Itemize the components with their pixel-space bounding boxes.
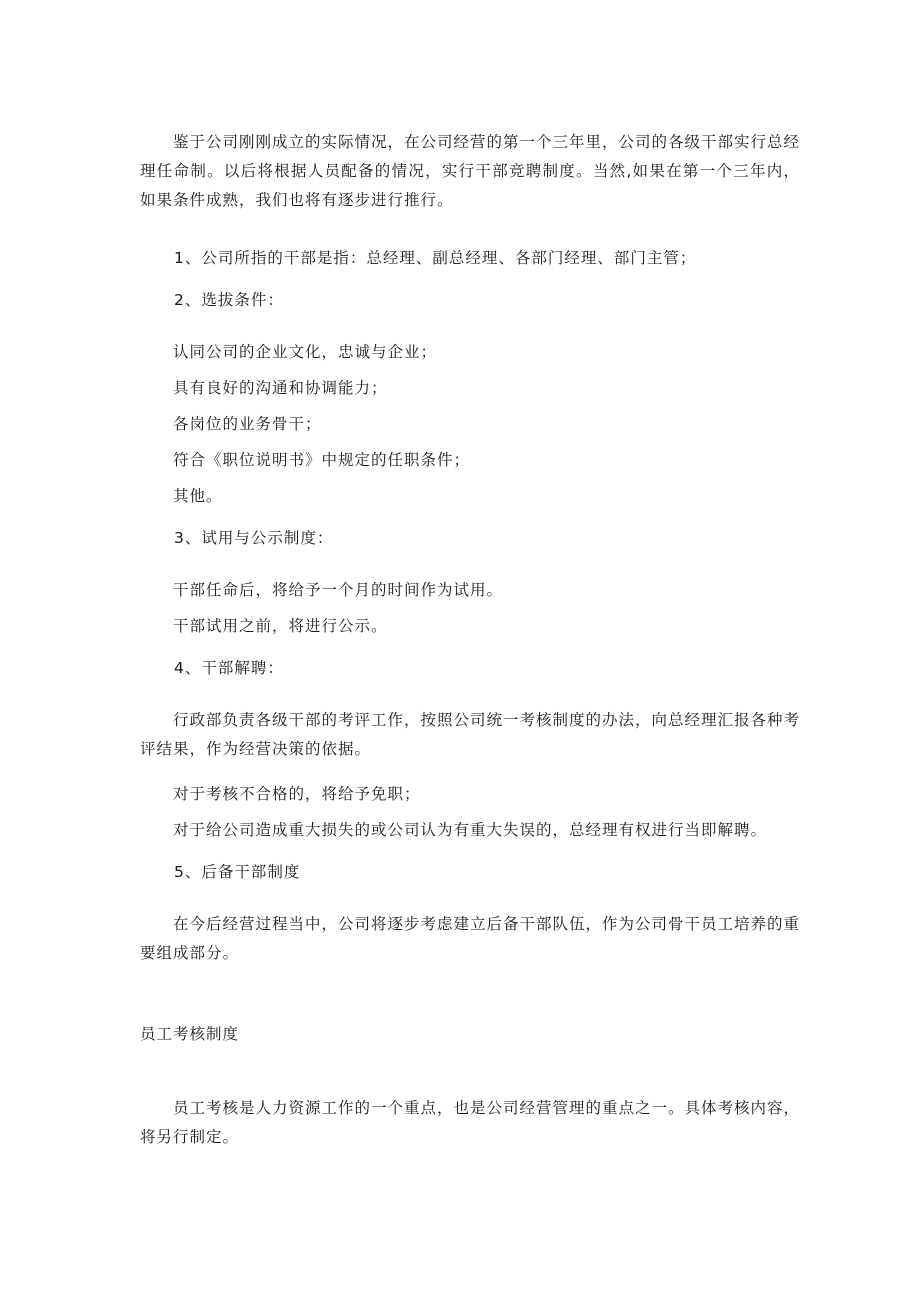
selection-criterion-2: 具有良好的沟通和协调能力； xyxy=(173,379,388,397)
dismissal-paragraph: 行政部负责各级干部的考评工作，按照公司统一考核制度的办法，向总经理汇报各种考评结果，作为经营决策的依据。 xyxy=(140,711,801,758)
trial-item-2: 干部试用之前，将进行公示。 xyxy=(173,617,388,635)
section-1-text: 1、公司所指的干部是指：总经理、副总经理、各部门经理、部门主管； xyxy=(174,249,697,267)
selection-criterion-3: 各岗位的业务骨干； xyxy=(173,415,322,433)
section-2-heading: 2、选拔条件： xyxy=(174,291,284,309)
selection-criterion-5: 其他。 xyxy=(173,487,223,505)
selection-criterion-1: 认同公司的企业文化，忠诚与企业； xyxy=(173,343,438,361)
selection-criterion-4: 符合《职位说明书》中规定的任职条件； xyxy=(173,451,471,469)
section-title: 员工考核制度 xyxy=(140,1025,240,1043)
dismissal-item-2: 对于给公司造成重大损失的或公司认为有重大失误的，总经理有权进行当即解聘。 xyxy=(173,821,768,839)
intro-paragraph: 鉴于公司刚刚成立的实际情况，在公司经营的第一个三年里，公司的各级干部实行总经理任命制。以后将根据人员配备的情况，实行干部竞聘制度。当然,如果在第一个三年内，如果条件成熟，我们也将有逐步进行推行。 xyxy=(140,133,801,209)
appraisal-paragraph: 员工考核是人力资源工作的一个重点，也是公司经营管理的重点之一。具体考核内容，将另行制定。 xyxy=(140,1099,801,1146)
section-4-heading: 4、干部解聘： xyxy=(174,659,284,677)
section-3-heading: 3、试用与公示制度： xyxy=(174,529,334,547)
trial-item-1: 干部任命后，将给予一个月的时间作为试用。 xyxy=(173,581,504,599)
dismissal-item-1: 对于考核不合格的，将给予免职； xyxy=(173,785,421,803)
reserve-cadre-paragraph: 在今后经营过程当中，公司将逐步考虑建立后备干部队伍，作为公司骨干员工培养的重要组成部分。 xyxy=(140,915,801,962)
section-5-heading: 5、后备干部制度 xyxy=(174,863,301,881)
